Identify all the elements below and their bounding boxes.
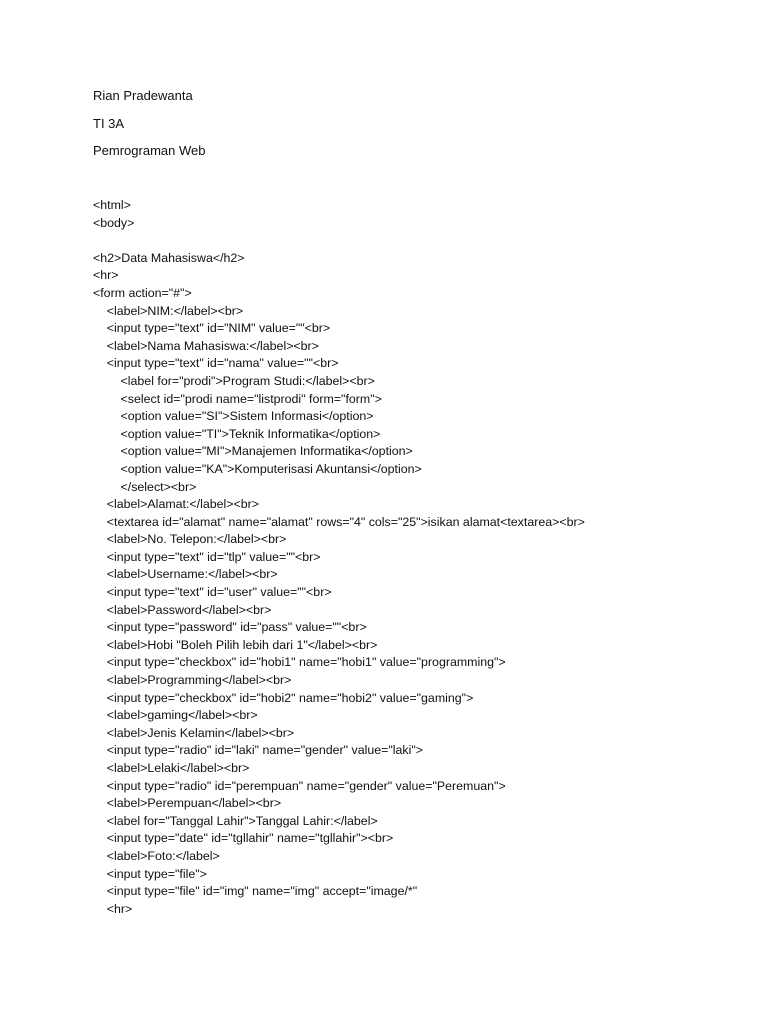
code-line: <label>Username:</label><br> — [93, 567, 278, 582]
code-line: <label for="prodi">Program Studi:</label><br> — [93, 373, 375, 388]
code-block — [93, 197, 733, 918]
code-line — [93, 232, 733, 250]
code-line: <input type="text" id="tlp" value=""<br> — [93, 549, 321, 564]
code-line: <label>Lelaki</label><br> — [93, 761, 250, 775]
code-line: <option value="KA">Komputerisasi Akuntansi</option> — [93, 461, 422, 476]
document-header — [93, 88, 205, 171]
code-line: <option value="SI">Sistem Informasi</option> — [93, 409, 374, 424]
code-line: <option value="MI">Manajemen Informatika</option> — [93, 444, 413, 459]
code-line: <input type="file" id="img" name="img" accept="image/*" — [93, 884, 418, 899]
code-line: <input type="radio" id="perempuan" name="gender" value="Peremuan"> — [93, 778, 506, 793]
code-line: <form action="#"> — [93, 285, 192, 300]
code-line: <input type="radio" id="laki" name="gender" value="laki"> — [93, 743, 424, 758]
author-name: Rian Pradewanta — [93, 88, 193, 103]
code-line: <label>Password</label><br> — [93, 602, 272, 617]
code-line: <input type="text" id="user" value=""<br> — [93, 585, 332, 600]
class-name: TI 3A — [93, 115, 125, 131]
code-line: <label>No. Telepon:</label><br> — [93, 532, 287, 547]
code-line: <input type="checkbox" id="hobi1" name="hobi1" value="programming"> — [93, 655, 506, 670]
code-line: <label>Jenis Kelamin</label><br> — [93, 725, 295, 740]
code-line: <label>Alamat:</label><br> — [93, 497, 260, 512]
code-line: <hr> — [93, 268, 119, 283]
code-line: <label>Foto:</label> — [93, 848, 220, 863]
code-line: <select id="prodi name="listprodi" form="form"> — [93, 391, 382, 406]
code-line: <html> — [93, 198, 131, 212]
code-line: <body> — [93, 215, 135, 230]
code-line: <label>Programming</label><br> — [93, 673, 292, 688]
code-line: <textarea id="alamat" name="alamat" rows="4" cols="25">isikan alamat<textarea><br> — [93, 514, 585, 529]
code-line: <label>Nama Mahasiswa:</label><br> — [93, 338, 319, 353]
code-line: <input type="password" id="pass" value=""<br> — [93, 620, 367, 635]
code-line: <label>Perempuan</label><br> — [93, 796, 282, 811]
code-line: <label>gaming</label><br> — [93, 708, 258, 723]
code-line: <input type="text" id="nama" value=""<br> — [93, 356, 339, 371]
subject-name: Pemrograman Web — [93, 143, 206, 158]
code-line: <option value="TI">Teknik Informatika</option> — [93, 426, 381, 441]
code-line: <hr> — [93, 901, 133, 916]
code-line: <input type="text" id="NIM" value=""<br> — [93, 321, 331, 336]
code-line: <input type="file"> — [93, 866, 207, 881]
code-line: </select><br> — [93, 479, 197, 494]
code-line: <input type="date" id="tgllahir" name="tgllahir"><br> — [93, 831, 394, 846]
code-line: <label for="Tanggal Lahir">Tanggal Lahir:</label> — [93, 813, 378, 828]
code-line: <label>Hobi "Boleh Pilih lebih dari 1"</label><br> — [93, 637, 378, 652]
code-line: <input type="checkbox" id="hobi2" name="hobi2" value="gaming"> — [93, 690, 474, 705]
code-line: <label>NIM:</label><br> — [93, 303, 244, 318]
code-line: <h2>Data Mahasiswa</h2> — [93, 250, 245, 265]
